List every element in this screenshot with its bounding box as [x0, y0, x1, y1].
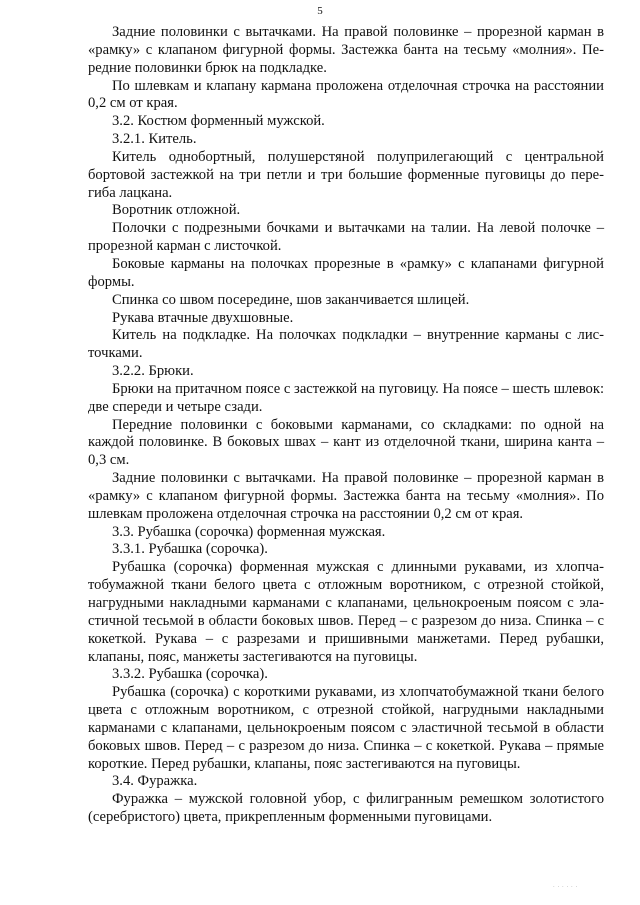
paragraph-front-panels: Полочки с подрезными бочками и вытачками на талии. На левой полочке – прорезной карман с листочкой.: [88, 220, 604, 255]
paragraph-collar: Воротник отложной.: [112, 202, 241, 219]
heading-3-2-2-trousers: 3.2.2. Брюки.: [112, 363, 194, 380]
paragraph-jacket-description: Китель однобортный, полушерстяной полуприлегающий с центральной бортовой застежкой на три петли и три большие форменные пуговицы до перегиба лацкана.: [88, 148, 604, 201]
document-body: [88, 24, 604, 827]
heading-3-4-cap: 3.4. Фуражка.: [112, 773, 198, 790]
paragraph-cap-description: Фуражка – мужской головной убор, с филигранным ремешком золотистого (серебристого) цвета, прикрепленным форменными пуговицами.: [88, 791, 604, 826]
heading-3-3-1-shirt: 3.3.1. Рубашка (сорочка).: [112, 541, 268, 558]
heading-3-2-1-jacket: 3.2.1. Китель.: [112, 131, 197, 148]
paragraph-rear-halves-1: Задние половинки с вытачками. На правой половинке – прорезной карман в «рамку» с клапаном фигурной формы. Застежка банта на тесьму «молния». Передние половинки брюк на подкладке.: [88, 24, 604, 76]
paragraph-trousers-front: Передние половинки с боковыми карманами, со складками: по одной на каждой половинке. В боковых швах – кант из отделочной ткани, ширина канта – 0,3 см.: [88, 416, 604, 469]
paragraph-short-sleeve-shirt: Рубашка (сорочка) с короткими рукавами, из хлопчатобумажной ткани белого цвета с отложным воротником, с отрезной стойкой, нагрудными накладными карманами с клапанами, цельнокроеным поясом с эластичной тесьмой в области боковых швов. Перед – с разрезом до низа. Спинка – с кокеткой. Рукава – прямые короткие. Перед рубашки, клапаны, пояс застегиваются на пуговицы.: [88, 684, 604, 772]
heading-3-2-mens-suit: 3.2. Костюм форменный мужской.: [112, 113, 325, 130]
page-number: 5: [317, 5, 323, 17]
paragraph-belt-loops-stitching: По шлевкам и клапану кармана проложена отделочная строчка на расстоянии 0,2 см от края.: [88, 77, 604, 112]
paragraph-back: Спинка со швом посередине, шов заканчивается шлицей.: [112, 291, 470, 308]
paragraph-sleeves: Рукава втачные двухшовные.: [112, 309, 294, 326]
paragraph-trousers-waistband: Брюки на притачном поясе с застежкой на пуговицу. На поясе – шесть шлевок: две спереди и четыре сзади.: [88, 380, 604, 415]
heading-3-3-mens-shirt: 3.3. Рубашка (сорочка) форменная мужская.: [112, 523, 386, 540]
corner-scan-mark: . . . . . .: [553, 884, 578, 889]
paragraph-side-pockets: Боковые карманы на полочках прорезные в «рамку» с клапанами фигурной формы.: [88, 255, 604, 290]
heading-3-3-2-shirt: 3.3.2. Рубашка (сорочка).: [112, 666, 268, 683]
paragraph-long-sleeve-shirt: Рубашка (сорочка) форменная мужская с длинными рукавами, из хлопчатобумажной ткани белого цвета с отложным воротником, с отрезной стойкой, нагрудными накладными карманами с клапанами, цельнокроеным поясом с эластичной тесьмой в области боковых швов. Перед – с разрезом до низа. Спинка – с кокеткой. Рукава – с разрезами и пришивными манжетами. Перед рубашки, клапаны, пояс, манжеты застегиваются на пуговицы.: [88, 559, 604, 665]
paragraph-rear-halves-2: Задние половинки с вытачками. На правой половинке – прорезной карман в «рамку» с клапаном фигурной формы. Застежка банта на тесьму «молния». По шлевкам проложена отделочная строчка на расстоянии 0,2 см от края.: [88, 470, 604, 522]
paragraph-jacket-lining: Китель на подкладке. На полочках подкладки – внутренние карманы с листочками.: [88, 327, 604, 362]
